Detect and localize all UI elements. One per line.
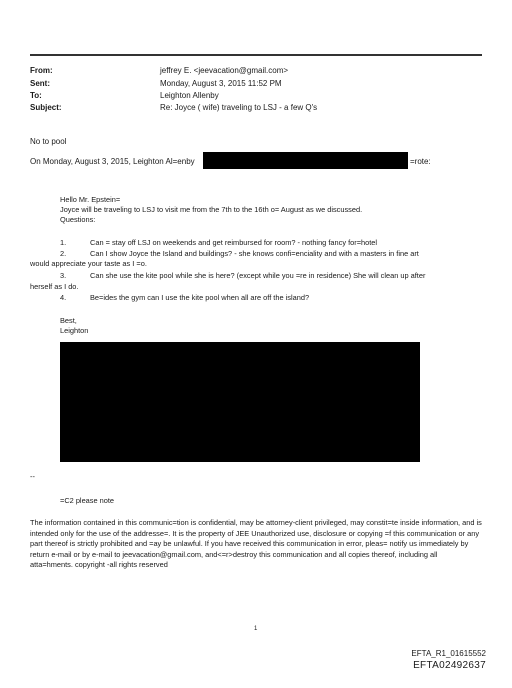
header-rule	[30, 54, 482, 56]
to-label: To:	[30, 91, 42, 100]
reply-text: No to pool	[30, 137, 67, 146]
question-text: Can = stay off LSJ on weekends and get reimbursed for room? - nothing fancy for=hotel	[90, 238, 378, 247]
question-text: Be=ides the gym can I use the kite pool when all are off the island?	[90, 293, 310, 302]
quote-intro-end: =rote:	[410, 157, 431, 166]
signature: Leighton	[60, 326, 89, 335]
page-number: 1	[254, 626, 258, 632]
question-continuation: would appreciate your taste as I =o.	[30, 259, 147, 268]
quoted-greeting: Hello Mr. Epstein=	[60, 195, 121, 204]
question-number: 2.	[60, 249, 67, 258]
bates-number-secondary: EFTA02492637	[413, 660, 486, 671]
sent-value: Monday, August 3, 2015 11:52 PM	[160, 79, 282, 88]
from-label: From:	[30, 66, 53, 75]
subject-label: Subject:	[30, 103, 62, 112]
signoff: Best,	[60, 316, 77, 325]
confidentiality-disclaimer: The information contained in this communic=tion is confidential, may be attorney-client privileged, may constit=te inside information, and is intended only for the use of the addresse=. It is the property of JEE Unauthorized use, disclosure or copying =f this communication or any part thereof is strictly prohibited and =ay be unlawful. If you have received this communication in error, pleas= notify us immediately by return e-mail or by e-mail to jeevacation@gmail.com, and<=r>destroy this communication and all copies thereof, including all atta=hments. copyright -all rights reserved	[30, 518, 482, 570]
question-number: 1.	[60, 238, 67, 247]
question-number: 4.	[60, 293, 67, 302]
question-continuation: herself as I do.	[30, 282, 79, 291]
note-line: =C2 please note	[60, 496, 115, 505]
signature-separator: --	[30, 472, 35, 481]
quoted-line1: Joyce will be traveling to LSJ to visit me from the 7th to the 16th o= August as we discussed.	[60, 205, 363, 214]
to-value: Leighton Allenby	[160, 91, 219, 100]
question-text: Can she use the kite pool while she is here? (except while you =re in residence) She will clean up after	[90, 271, 426, 280]
question-text: Can I show Joyce the Island and buildings? - she knows confi=enciality and with a masters in fine art	[90, 249, 419, 258]
quote-intro: On Monday, August 3, 2015, Leighton Al=enby	[30, 157, 195, 166]
subject-value: Re: Joyce ( wife) traveling to LSJ - a few Q's	[160, 103, 318, 112]
bates-number-primary: EFTA_R1_01615552	[411, 649, 486, 658]
sent-label: Sent:	[30, 79, 50, 88]
questions-label: Questions:	[60, 215, 96, 224]
redaction-block-email	[203, 152, 408, 169]
question-number: 3.	[60, 271, 67, 280]
redaction-block-signature	[60, 342, 420, 462]
from-value: jeffrey E. <jeevacation@gmail.com>	[160, 66, 289, 75]
